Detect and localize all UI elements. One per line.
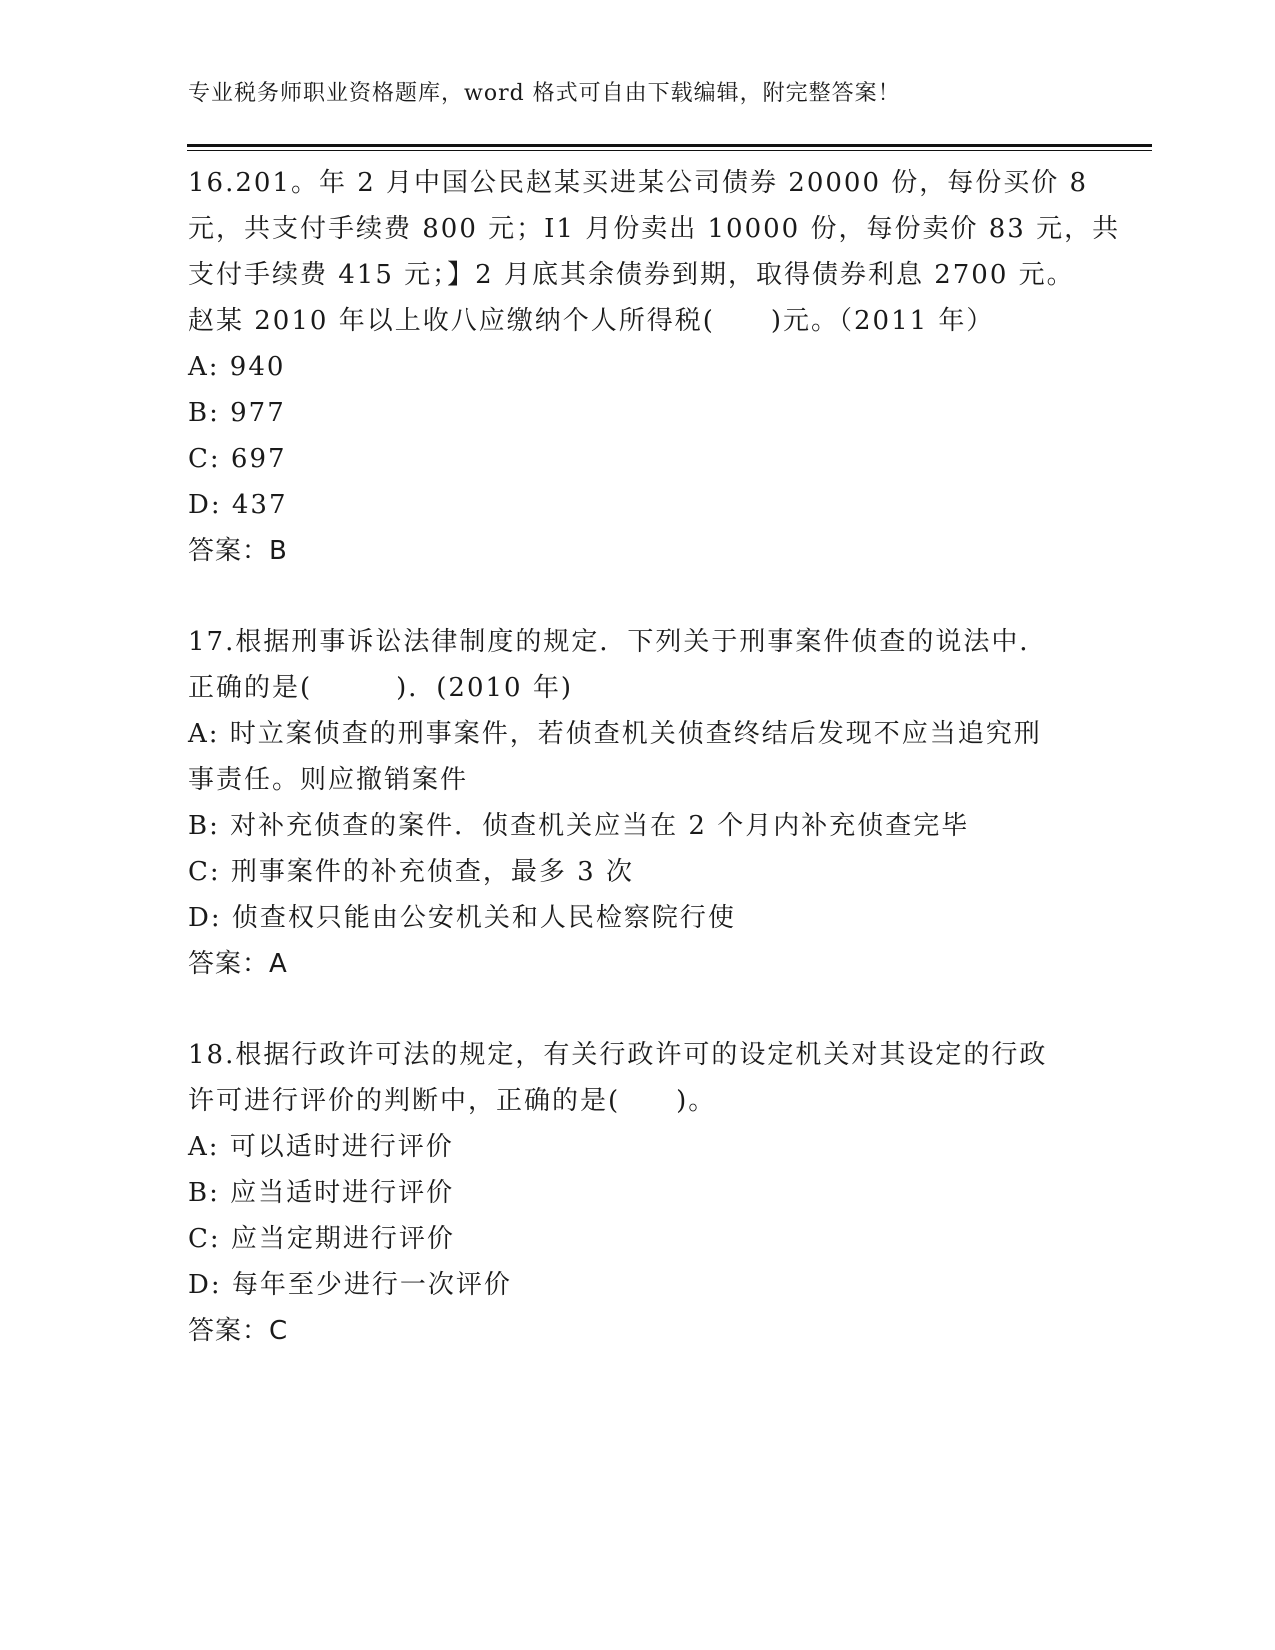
option-d: D: 侦查权只能由公安机关和人民检察院行使 <box>188 903 736 933</box>
option-a: A: 940 <box>188 352 286 382</box>
option-a: A: 时立案侦查的刑事案件，若侦查机关侦查终结后发现不应当追究刑 <box>188 719 1042 749</box>
answer-label: 答案：C <box>188 1316 289 1346</box>
option-c: C: 刑事案件的补充侦查，最多 3 次 <box>188 857 634 887</box>
question-stem-line: 17.根据刑事诉讼法律制度的规定．下列关于刑事案件侦查的说法中． <box>188 627 1048 657</box>
question-spacer <box>188 574 1088 619</box>
question-17 <box>188 619 1088 987</box>
answer-label: 答案：A <box>188 949 288 979</box>
question-stem-line: 18.根据行政许可法的规定，有关行政许可的设定机关对其设定的行政 <box>188 1040 1048 1070</box>
question-stem-line: 正确的是( )．(2010 年) <box>188 673 574 703</box>
option-c: C: 697 <box>188 444 287 474</box>
question-16 <box>188 160 1121 574</box>
question-stem-line: 赵某 2010 年以上收八应缴纳个人所得税( )元。（2011 年） <box>188 306 995 336</box>
option-c: C: 应当定期进行评价 <box>188 1224 455 1254</box>
option-d: D: 437 <box>188 490 288 520</box>
question-stem-line: 元，共支付手续费 800 元；I1 月份卖出 10000 份，每份卖价 83 元，共 <box>188 214 1121 244</box>
option-d: D: 每年至少进行一次评价 <box>188 1270 512 1300</box>
option-b: B: 对补充侦查的案件．侦查机关应当在 2 个月内补充侦查完毕 <box>188 811 970 841</box>
question-stem-line: 许可进行评价的判断中，正确的是( )。 <box>188 1086 717 1116</box>
header-divider-thick <box>187 144 1152 147</box>
question-list <box>188 160 1121 1354</box>
question-stem-line: 支付手续费 415 元；】2 月底其余债券到期，取得债券利息 2700 元。 <box>188 260 1075 290</box>
header-note: 专业税务师职业资格题库，word 格式可自由下载编辑，附完整答案！ <box>188 81 901 106</box>
option-b: B: 977 <box>188 398 286 428</box>
question-stem-line: 16.201。年 2 月中国公民赵某买进某公司债券 20000 份，每份买价 8 <box>188 168 1089 198</box>
answer-label: 答案：B <box>188 536 288 566</box>
option-a-continued: 事责任。则应撤销案件 <box>188 765 469 795</box>
option-a: A: 可以适时进行评价 <box>188 1132 454 1162</box>
header-divider-thin <box>187 150 1152 151</box>
question-spacer <box>188 987 1088 1032</box>
option-b: B: 应当适时进行评价 <box>188 1178 455 1208</box>
question-18 <box>188 1032 1088 1354</box>
